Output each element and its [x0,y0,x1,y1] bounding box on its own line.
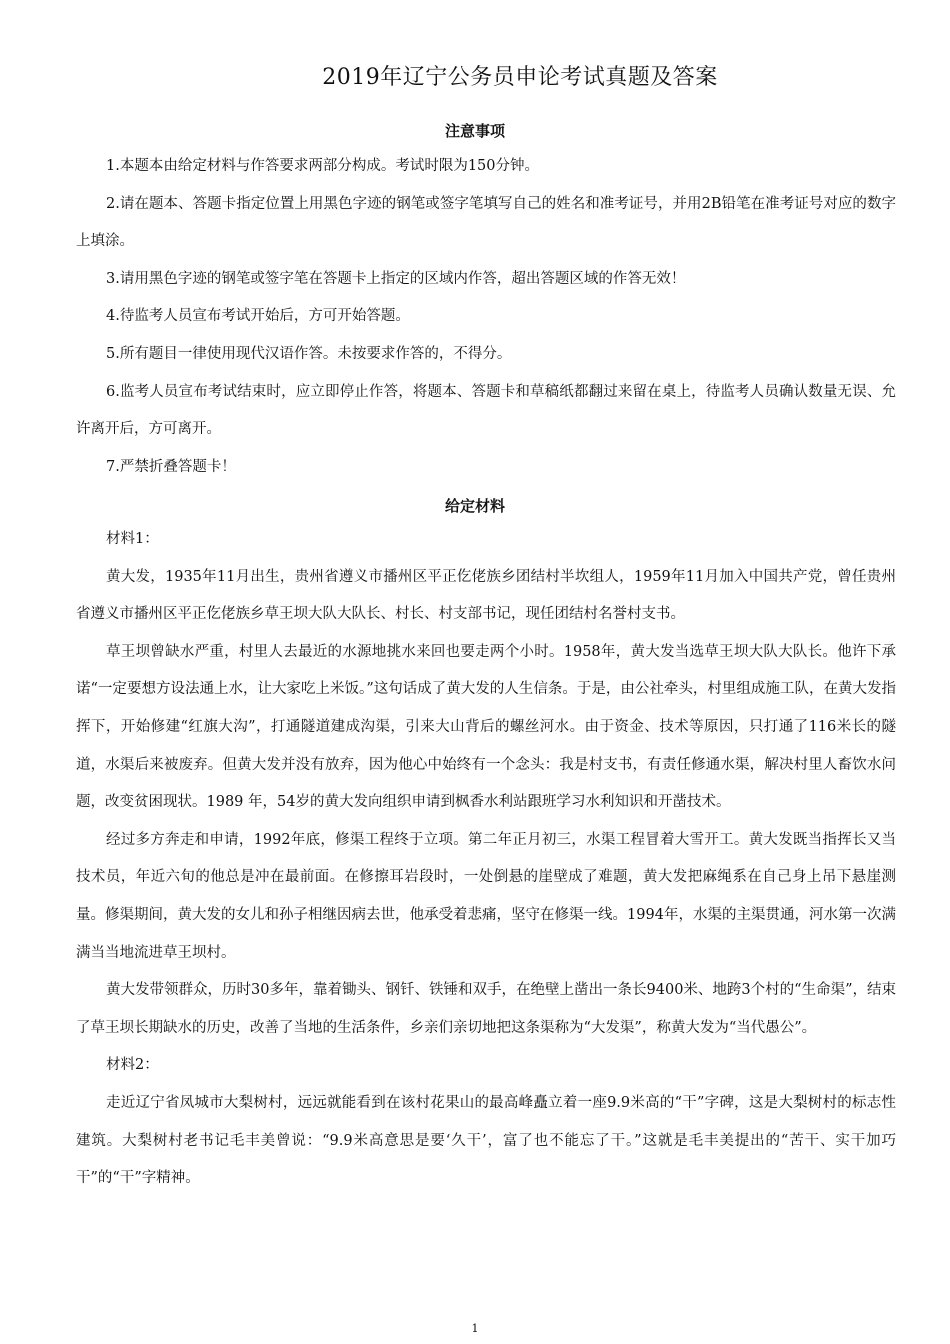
notice-item: 1.本题本由给定材料与作答要求两部分构成。考试时限为150分钟。 [106,158,540,174]
material-paragraph: 黄大发，1935年11月出生，贵州省遵义市播州区平正仡佬族乡团结村半坎组人，1959年11月加入中国共产党，曾任贵州省遵义市播州区平正仡佬族乡草王坝大队大队长、村长、村支部书记，现任团结村名誉村支书。 [76,568,896,623]
notice-item: 3.请用黑色字迹的钢笔或签字笔在答题卡上指定的区域内作答，超出答题区域的作答无效！ [106,270,686,287]
material-paragraph: 经过多方奔走和申请，1992年底，修渠工程终于立项。第二年正月初三，水渠工程冒着大雪开工。黄大发既当指挥长又当技术员，年近六旬的他总是冲在最前面。在修擦耳岩段时，一处倒悬的崖壁成了难题，黄大发把麻绳系在自己身上吊下悬崖测量。修渠期间，黄大发的女儿和孙子相继因病去世，他承受着悲痛，坚守在修渠一线。1994年，水渠的主渠贯通，河水第一次满满当当地流进草王坝村。 [76,831,896,961]
notice-item: 7.严禁折叠答题卡！ [106,458,236,475]
notice-heading: 注意事项 [444,122,505,140]
notice-item: 2.请在题本、答题卡指定位置上用黑色字迹的钢笔或签字笔填写自己的姓名和准考证号，并用2B铅笔在准考证号对应的数字上填涂。 [76,195,896,250]
material-heading: 给定材料 [444,497,505,515]
document-title: 2019年辽宁公务员申论考试真题及答案 [322,65,718,90]
notice-list [76,148,896,486]
notice-item: 6.监考人员宣布考试结束时，应立即停止作答，将题本、答题卡和草稿纸都翻过来留在桌上，待监考人员确认数量无误、允许离开后，方可离开。 [76,383,896,438]
material-label: 材料1： [106,531,159,547]
material-paragraph: 草王坝曾缺水严重，村里人去最近的水源地挑水来回也要走两个小时。1958年，黄大发当选草王坝大队大队长。他许下承诺“一定要想方设法通上水，让大家吃上米饭。”这句话成了黄大发的人生信条。于是，由公社牵头，村里组成施工队，在黄大发指挥下，开始修建“红旗大沟”，打通隧道建成沟渠，引来大山背后的螺丝河水。由于资金、技术等原因，只打通了116米长的隧道，水渠后来被废弃。但黄大发并没有放弃，因为他心中始终有一个念头：我是村支书，有责任修通水渠，解决村里人畜饮水问题，改变贫困现状。1989 年，54岁的黄大发向组织申请到枫香水利站跟班学习水利知识和开凿技术。 [76,643,896,811]
material-paragraph: 黄大发带领群众，历时30多年，靠着锄头、钢钎、铁锤和双手，在绝壁上凿出一条长9400米、地跨3个村的“生命渠”，结束了草王坝长期缺水的历史，改善了当地的生活条件，乡亲们亲切地把这条渠称为“大发渠”，称黄大发为“当代愚公”。 [76,982,896,1036]
material-label: 材料2： [106,1057,159,1074]
material-paragraph: 走近辽宁省凤城市大梨树村，远远就能看到在该村花果山的最高峰矗立着一座9.9米高的“干”字碑，这是大梨树村的标志性建筑。大梨树村老书记毛丰美曾说：“9.9米高意思是要‘久干’，富了也不能忘了干。”这就是毛丰美提出的“苦干、实干加巧干”的“干”字精神。 [76,1094,896,1187]
page-number: 1 [471,1322,479,1335]
notice-item: 5.所有题目一律使用现代汉语作答。未按要求作答的，不得分。 [106,345,512,362]
notice-item: 4.待监考人员宣布考试开始后，方可开始答题。 [106,308,410,325]
material-body [76,521,896,1198]
